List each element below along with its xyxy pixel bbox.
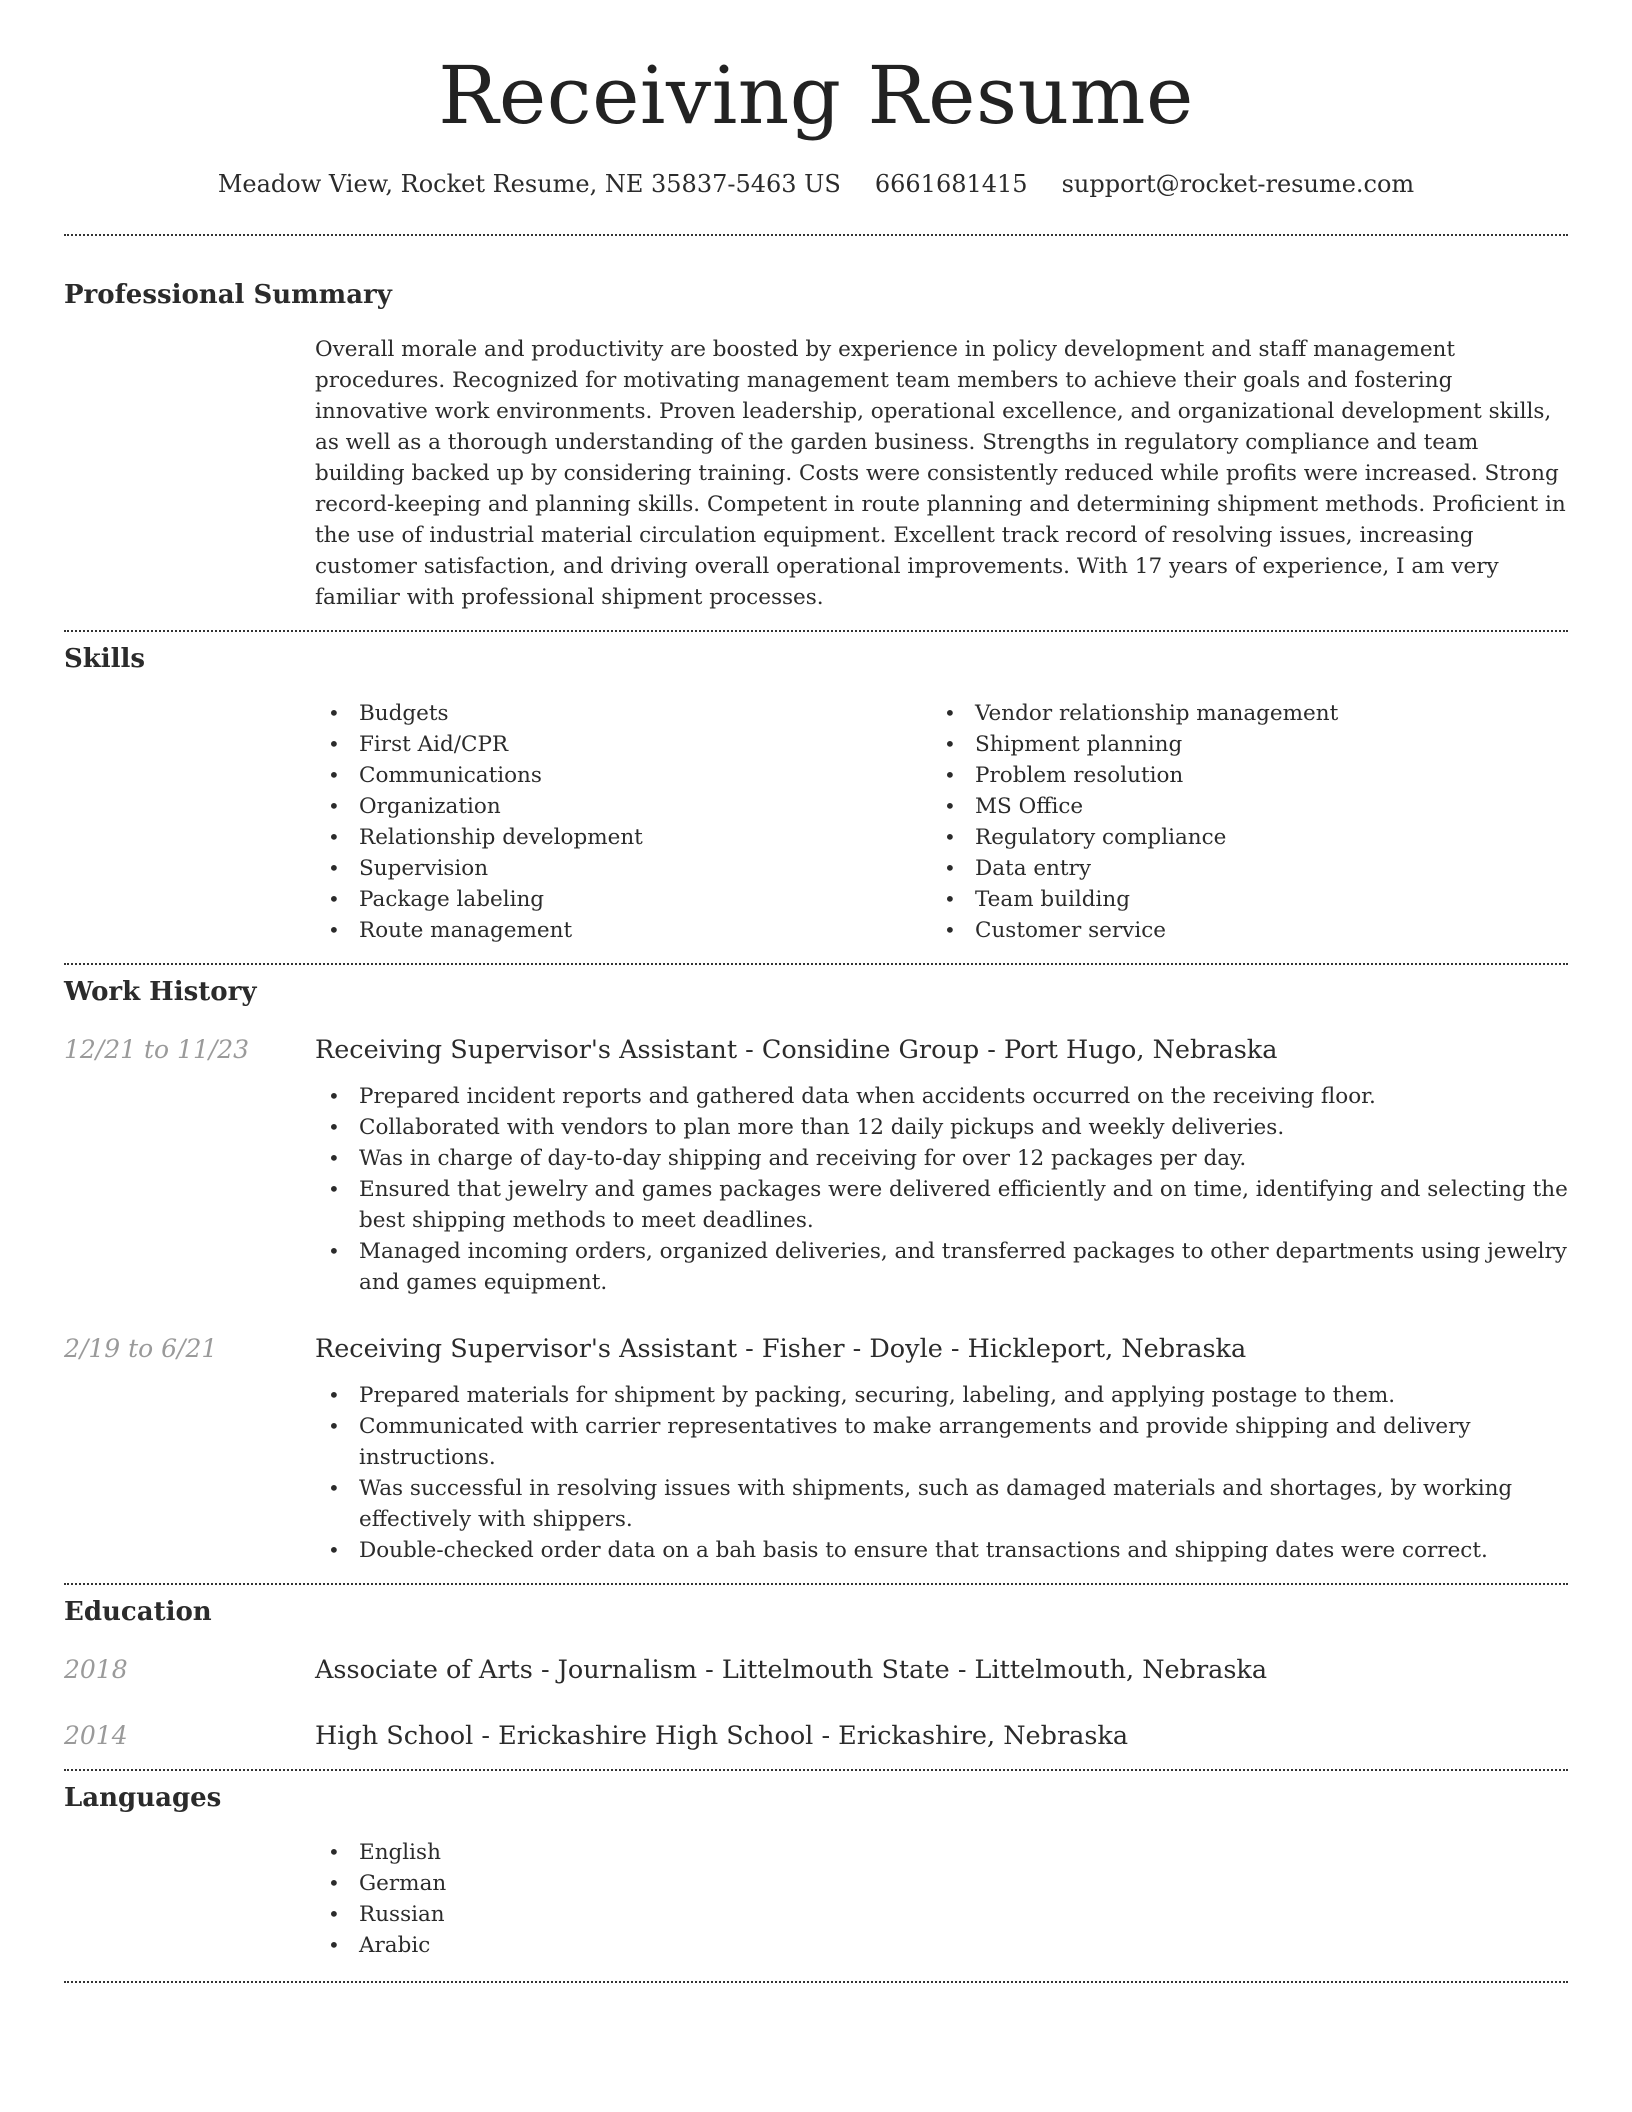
job-bullets [315,1081,1568,1298]
section-title-summary: Professional Summary [64,280,392,310]
skills-list-right [931,698,1547,946]
job-bullet: • Communicated with carrier representatives to make arrangements and provide shipping and delivery instructions. [315,1411,1568,1473]
skill-item: • Regulatory compliance [931,822,1547,853]
contact-line [64,170,1568,198]
job-bullet: • Was in charge of day-to-day shipping and receiving for over 12 packages per day. [315,1143,1568,1174]
skill-item: • Vendor relationship management [931,698,1547,729]
divider [64,630,1568,632]
skill-item: • Supervision [315,853,931,884]
skill-item: • Organization [315,791,931,822]
job-bullet: • Collaborated with vendors to plan more than 12 daily pickups and weekly deliveries. [315,1112,1568,1143]
contact-address: Meadow View, Rocket Resume, NE 35837-5463 US [217,170,841,198]
section-languages [64,1783,1568,1961]
job-dates: 2/19 to 6/21 [64,1334,218,1363]
section-summary [64,280,1568,613]
skill-item: • Team building [931,884,1547,915]
skill-item: • Route management [315,915,931,946]
job-bullets [315,1380,1568,1566]
summary-text: Overall morale and productivity are boosted by experience in policy development and staff management procedures. Recognized for motivating management team members to achieve their goals and fostering innovative work environments. Proven leadership, operational excellence, and organizational development skills, as well as a thorough understanding of the garden business. Strengths in regulatory compliance and team building backed up by considering training. Costs were consistently reduced while profits were increased. Strong record-keeping and planning skills. Competent in route planning and determining shipment methods. Proficient in the use of industrial material circulation equipment. Excellent track record of resolving issues, increasing customer satisfaction, and driving overall operational improvements. With 17 years of experience, I am very familiar with professional shipment processes. [315,337,1566,610]
job-entry [64,1334,1568,1566]
skill-item: • Relationship development [315,822,931,853]
divider [64,963,1568,965]
resume-name: Receiving Resume [438,49,1194,142]
job-bullet: • Ensured that jewelry and games packages were delivered efficiently and on time, identifying and selecting the best shipping methods to meet deadlines. [315,1174,1568,1236]
education-text: High School - Erickashire High School - Erickashire, Nebraska [315,1721,1129,1751]
skill-item: • Package labeling [315,884,931,915]
skill-item: • Data entry [931,853,1547,884]
job-bullet: • Managed incoming orders, organized deliveries, and transferred packages to other departments using jewelry and games equipment. [315,1236,1568,1298]
job-entry [64,1035,1568,1298]
job-header [64,1035,1568,1065]
divider [64,1583,1568,1585]
education-entry [64,1721,1568,1751]
skill-item: • Customer service [931,915,1547,946]
language-item: • Russian [315,1899,1568,1930]
divider [64,234,1568,236]
skill-item: • First Aid/CPR [315,729,931,760]
section-title-skills: Skills [64,644,146,674]
skill-item: • Shipment planning [931,729,1547,760]
skill-item: • Budgets [315,698,931,729]
divider [64,1981,1568,1983]
contact-phone: 6661681415 [874,170,1028,198]
skills-list-left [315,698,931,946]
languages-list [315,1837,1568,1961]
job-bullet: • Prepared materials for shipment by packing, securing, labeling, and applying postage to them. [315,1380,1568,1411]
education-entry [64,1655,1568,1685]
skill-item: • MS Office [931,791,1547,822]
job-bullet: • Was successful in resolving issues with shipments, such as damaged materials and shortages, by working effectively with shippers. [315,1473,1568,1535]
section-title-languages: Languages [64,1783,222,1813]
job-title: Receiving Supervisor's Assistant - Considine Group - Port Hugo, Nebraska [315,1035,1278,1065]
skills-columns [315,698,1568,946]
section-title-education: Education [64,1597,212,1627]
language-item: • German [315,1868,1568,1899]
language-item: • Arabic [315,1930,1568,1961]
job-bullet: • Prepared incident reports and gathered data when accidents occurred on the receiving floor. [315,1081,1568,1112]
section-title-work: Work History [64,977,257,1007]
job-bullet: • Double-checked order data on a bah basis to ensure that transactions and shipping dates were correct. [315,1535,1568,1566]
section-work-history [64,977,1568,1566]
job-header [64,1334,1568,1364]
education-year: 2014 [64,1721,128,1750]
contact-email: support@rocket-resume.com [1061,170,1415,198]
skill-item: • Problem resolution [931,760,1547,791]
language-item: • English [315,1837,1568,1868]
divider [64,1769,1568,1771]
education-year: 2018 [64,1655,128,1684]
section-education [64,1597,1568,1751]
job-title: Receiving Supervisor's Assistant - Fisher - Doyle - Hickleport, Nebraska [315,1334,1247,1364]
job-dates: 12/21 to 11/23 [64,1035,250,1064]
education-text: Associate of Arts - Journalism - Littelmouth State - Littelmouth, Nebraska [315,1655,1268,1685]
section-skills [64,644,1568,946]
skill-item: • Communications [315,760,931,791]
